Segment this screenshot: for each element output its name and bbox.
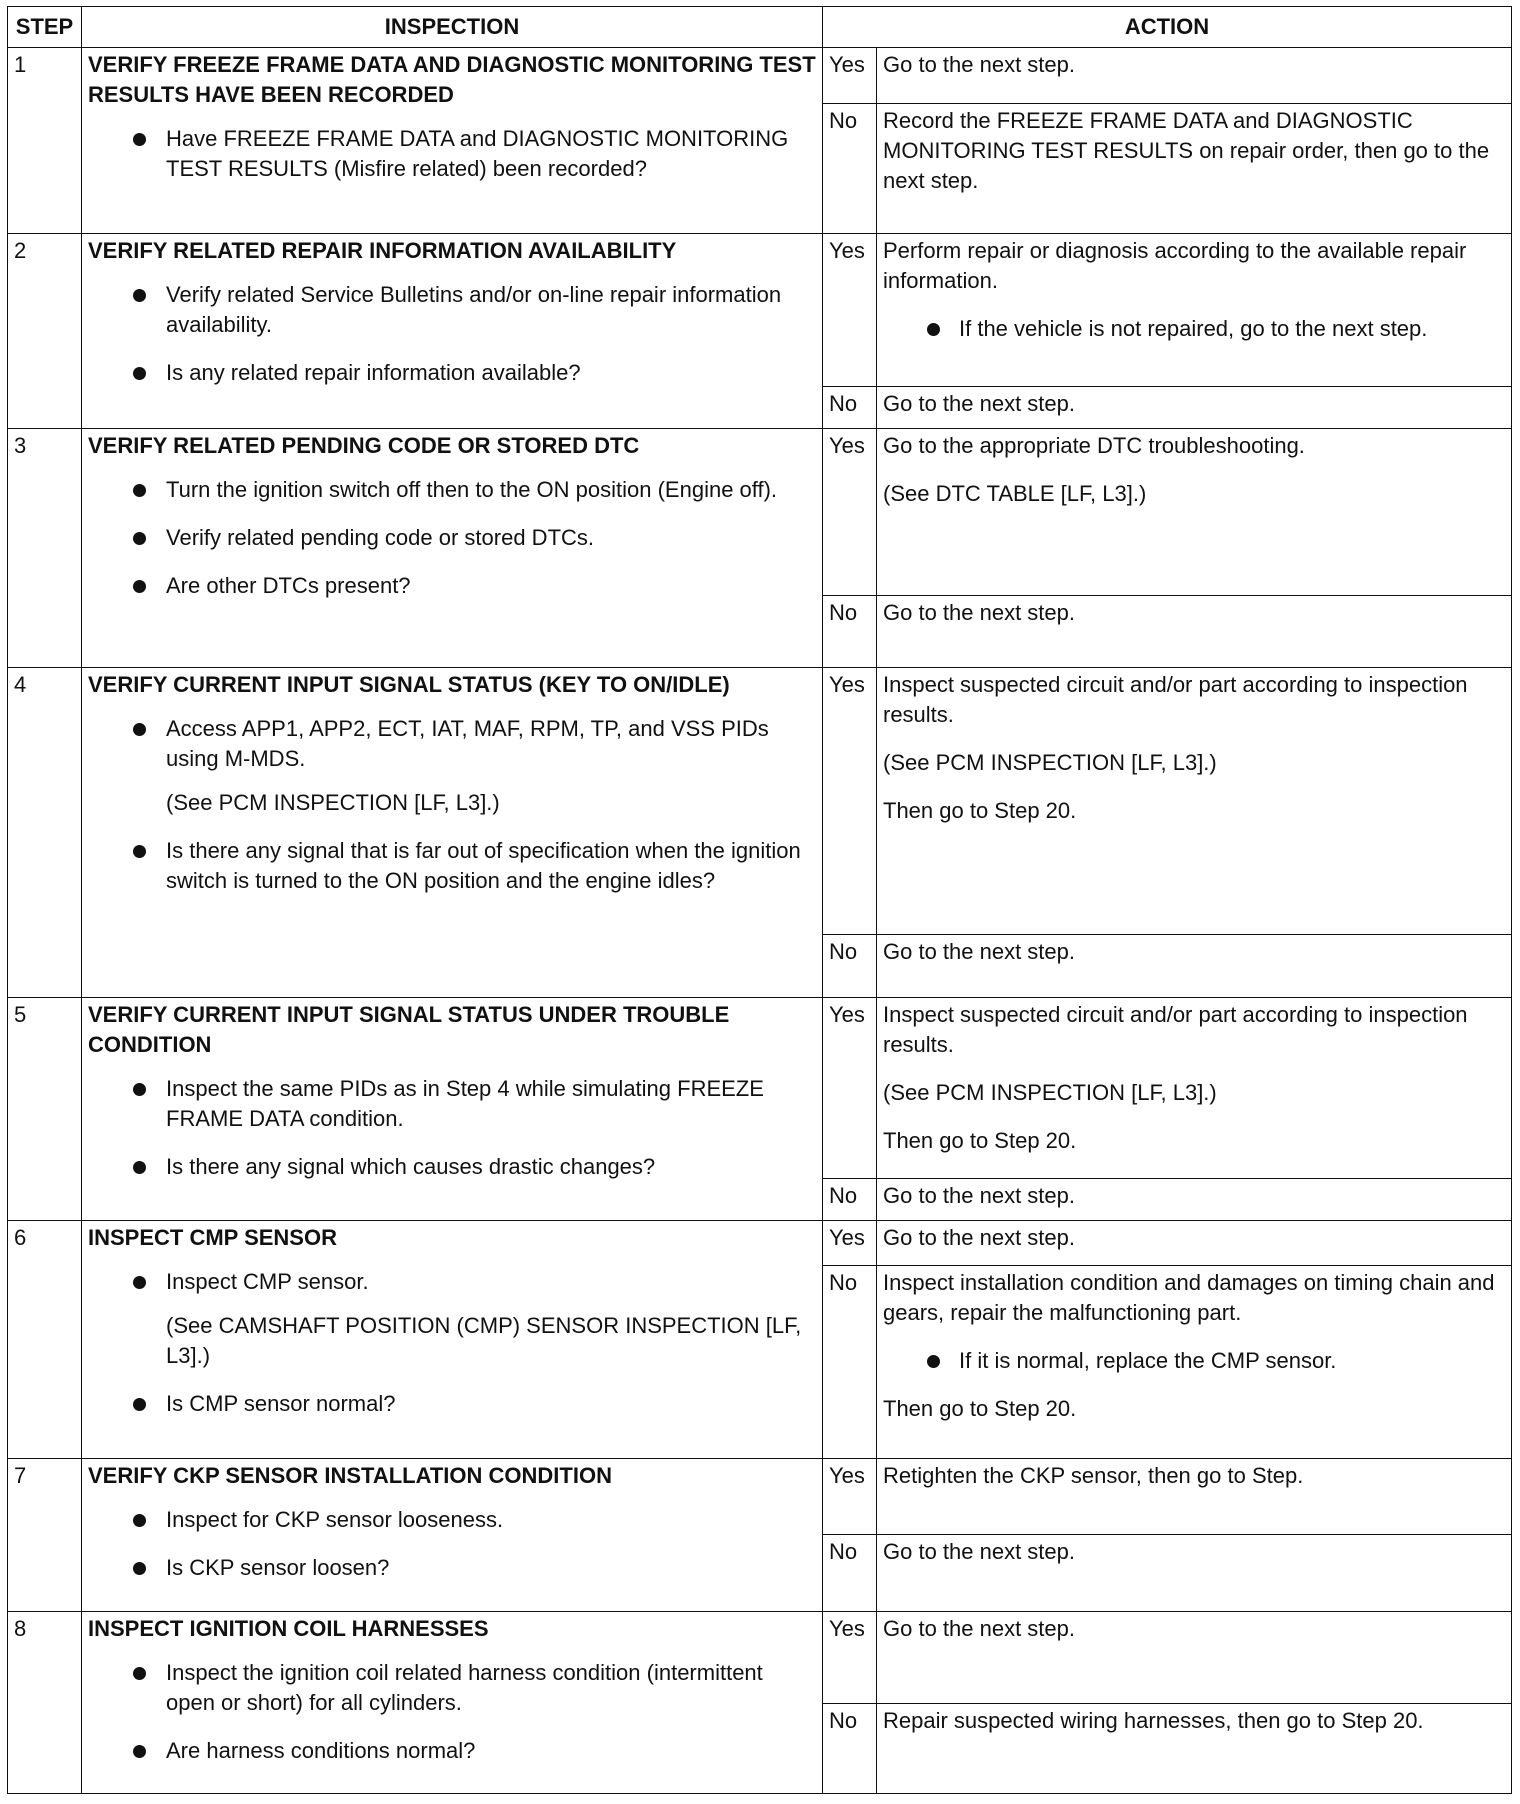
no-label: No	[823, 935, 877, 998]
no-action: Go to the next step.	[877, 596, 1512, 668]
yes-label: Yes	[823, 1221, 877, 1266]
step-4-yes-row	[8, 668, 1512, 935]
inspection-column-header: INSPECTION	[82, 7, 823, 48]
step-number: 6	[8, 1221, 82, 1459]
step-8-yes-row	[8, 1612, 1512, 1704]
reference-text: (See PCM INSPECTION [LF, L3].)	[883, 750, 1217, 775]
bullet-dot-icon	[133, 1161, 146, 1174]
bullet-dot-icon	[133, 1514, 146, 1527]
bullet-dot-icon	[927, 323, 940, 336]
no-action: Go to the next step.	[877, 387, 1512, 429]
step-number: 7	[8, 1459, 82, 1612]
inspection-bullet: Inspect the ignition coil related harness condition (intermittent open or short) for all cylinders.	[88, 1658, 817, 1718]
bullet-dot-icon	[133, 532, 146, 545]
inspection-cell	[82, 1221, 823, 1459]
bullet-dot-icon	[927, 1355, 940, 1368]
reference-text: (See DTC TABLE [LF, L3].)	[883, 481, 1147, 506]
yes-label: Yes	[823, 1459, 877, 1535]
bullet-dot-icon	[133, 580, 146, 593]
inspection-title: VERIFY CURRENT INPUT SIGNAL STATUS (KEY TO ON/IDLE)	[88, 672, 730, 697]
inspection-bullet: Have FREEZE FRAME DATA and DIAGNOSTIC MONITORING TEST RESULTS (Misfire related) been recorded?	[88, 124, 817, 184]
no-label: No	[823, 1266, 877, 1459]
header-row	[8, 7, 1512, 48]
reference-text: (See PCM INSPECTION [LF, L3].)	[883, 1080, 1217, 1105]
inspection-title: VERIFY CKP SENSOR INSTALLATION CONDITION	[88, 1463, 612, 1488]
inspection-bullet: Is there any signal which causes drastic changes?	[88, 1152, 817, 1182]
inspection-cell	[82, 1612, 823, 1794]
bullet-dot-icon	[133, 484, 146, 497]
diagnostic-procedure-table	[7, 6, 1512, 1794]
step-6-yes-row	[8, 1221, 1512, 1266]
no-action: Record the FREEZE FRAME DATA and DIAGNOSTIC MONITORING TEST RESULTS on repair order, then go to the next step.	[877, 104, 1512, 234]
reference-text: (See CAMSHAFT POSITION (CMP) SENSOR INSPECTION [LF, L3].)	[166, 1313, 802, 1368]
inspection-bullet: Inspect CMP sensor.	[88, 1267, 817, 1297]
inspection-cell	[82, 998, 823, 1221]
step-number: 5	[8, 998, 82, 1221]
bullet-dot-icon	[133, 1562, 146, 1575]
inspection-bullet: Access APP1, APP2, ECT, IAT, MAF, RPM, TP, and VSS PIDs using M-MDS.	[88, 714, 817, 774]
inspection-cell	[82, 48, 823, 234]
inspection-title: VERIFY RELATED PENDING CODE OR STORED DTC	[88, 433, 640, 458]
inspection-title: VERIFY FREEZE FRAME DATA AND DIAGNOSTIC MONITORING TEST RESULTS HAVE BEEN RECORDED	[88, 52, 816, 107]
step-number: 2	[8, 234, 82, 429]
yes-action: Retighten the CKP sensor, then go to Step.	[877, 1459, 1512, 1535]
yes-action: Inspect suspected circuit and/or part according to inspection results. (See PCM INSPECTION [LF, L3].) Then go to Step 20.	[877, 998, 1512, 1179]
step-3-yes-row	[8, 429, 1512, 596]
no-label: No	[823, 596, 877, 668]
step-number: 1	[8, 48, 82, 234]
inspection-bullet: Turn the ignition switch off then to the ON position (Engine off).	[88, 475, 817, 505]
step-number: 3	[8, 429, 82, 668]
bullet-dot-icon	[133, 133, 146, 146]
bullet-dot-icon	[133, 1276, 146, 1289]
yes-action: Go to the appropriate DTC troubleshooting. (See DTC TABLE [LF, L3].)	[877, 429, 1512, 596]
no-label: No	[823, 1704, 877, 1794]
inspection-cell	[82, 234, 823, 429]
yes-action: Go to the next step.	[877, 1612, 1512, 1704]
bullet-dot-icon	[133, 1398, 146, 1411]
step-5-yes-row	[8, 998, 1512, 1179]
no-action: Go to the next step.	[877, 935, 1512, 998]
no-action: Go to the next step.	[877, 1179, 1512, 1221]
step-column-header: STEP	[8, 7, 82, 48]
inspection-title: VERIFY CURRENT INPUT SIGNAL STATUS UNDER TROUBLE CONDITION	[88, 1002, 730, 1057]
step-7-yes-row	[8, 1459, 1512, 1535]
bullet-dot-icon	[133, 845, 146, 858]
bullet-dot-icon	[133, 1667, 146, 1680]
step-number: 8	[8, 1612, 82, 1794]
inspection-bullet: Is there any signal that is far out of specification when the ignition switch is turned to the ON position and the engine idles?	[88, 836, 817, 896]
yes-action: Go to the next step.	[877, 48, 1512, 104]
inspection-cell	[82, 1459, 823, 1612]
step-1-yes-row	[8, 48, 1512, 104]
inspection-bullet: Are harness conditions normal?	[88, 1736, 817, 1766]
no-label: No	[823, 387, 877, 429]
no-action: Go to the next step.	[877, 1535, 1512, 1612]
bullet-dot-icon	[133, 723, 146, 736]
yes-label: Yes	[823, 1612, 877, 1704]
yes-label: Yes	[823, 48, 877, 104]
yes-action: Inspect suspected circuit and/or part according to inspection results. (See PCM INSPECTION [LF, L3].) Then go to Step 20.	[877, 668, 1512, 935]
yes-action: Perform repair or diagnosis according to the available repair information. If the vehicle is not repaired, go to the next step.	[877, 234, 1512, 387]
inspection-bullet: Verify related Service Bulletins and/or on-line repair information availability.	[88, 280, 817, 340]
inspection-title: INSPECT CMP SENSOR	[88, 1225, 337, 1250]
no-action: Inspect installation condition and damages on timing chain and gears, repair the malfunctioning part. If it is normal, replace the CMP sensor. Then go to Step 20.	[877, 1266, 1512, 1459]
no-label: No	[823, 104, 877, 234]
yes-label: Yes	[823, 234, 877, 387]
yes-label: Yes	[823, 429, 877, 596]
step-number: 4	[8, 668, 82, 998]
yes-label: Yes	[823, 998, 877, 1179]
inspection-bullet: Is CMP sensor normal?	[88, 1389, 817, 1419]
bullet-dot-icon	[133, 1083, 146, 1096]
step-2-yes-row	[8, 234, 1512, 387]
inspection-cell	[82, 429, 823, 668]
inspection-title: VERIFY RELATED REPAIR INFORMATION AVAILABILITY	[88, 238, 677, 263]
inspection-title: INSPECT IGNITION COIL HARNESSES	[88, 1616, 489, 1641]
action-column-header: ACTION	[823, 7, 1512, 48]
bullet-dot-icon	[133, 367, 146, 380]
yes-action: Go to the next step.	[877, 1221, 1512, 1266]
bullet-dot-icon	[133, 1745, 146, 1758]
yes-label: Yes	[823, 668, 877, 935]
inspection-bullet: Verify related pending code or stored DTCs.	[88, 523, 817, 553]
reference-text: (See PCM INSPECTION [LF, L3].)	[166, 790, 500, 815]
bullet-dot-icon	[133, 289, 146, 302]
inspection-bullet: Are other DTCs present?	[88, 571, 817, 601]
inspection-cell	[82, 668, 823, 998]
action-bullet: If the vehicle is not repaired, go to the next step.	[883, 314, 1506, 344]
no-label: No	[823, 1179, 877, 1221]
inspection-bullet: Inspect for CKP sensor looseness.	[88, 1505, 817, 1535]
no-label: No	[823, 1535, 877, 1612]
inspection-bullet: Is any related repair information available?	[88, 358, 817, 388]
no-action: Repair suspected wiring harnesses, then go to Step 20.	[877, 1704, 1512, 1794]
inspection-bullet: Inspect the same PIDs as in Step 4 while simulating FREEZE FRAME DATA condition.	[88, 1074, 817, 1134]
action-bullet: If it is normal, replace the CMP sensor.	[883, 1346, 1506, 1376]
inspection-bullet: Is CKP sensor loosen?	[88, 1553, 817, 1583]
